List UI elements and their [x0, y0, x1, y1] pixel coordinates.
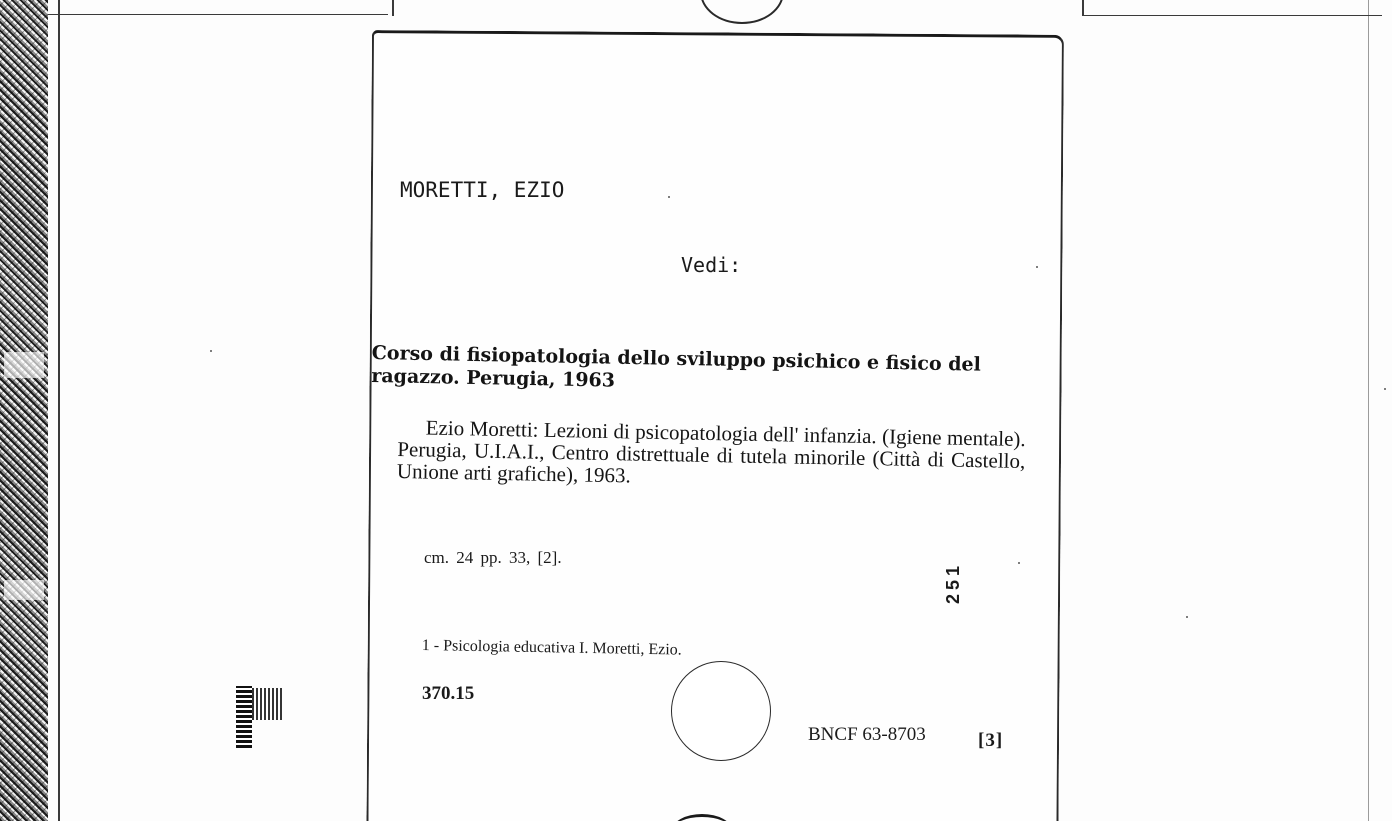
frame-line [1368, 0, 1369, 821]
scan-speck [1186, 616, 1188, 618]
frame-line [1082, 15, 1382, 16]
scan-speck [1018, 562, 1020, 564]
work-title: Corso di fisiopatologia dello sviluppo psichico e fisico del ragazzo. Perugia, 1963 [371, 342, 982, 392]
strip-mark [4, 580, 44, 600]
strip-mark [4, 352, 44, 378]
scan-speck [668, 196, 670, 198]
collation: cm. 24 pp. 33, [2]. [424, 548, 562, 567]
punch-hole-top [700, 0, 784, 24]
frame-line [48, 14, 388, 15]
scan-speck [1384, 388, 1386, 390]
subject-tracings: 1 - Psicologia educativa I. Moretti, Ezio. [421, 637, 682, 659]
scan-speck [1036, 266, 1038, 268]
bncf-number: BNCF 63-8703 [808, 724, 926, 745]
card-heading: MORETTI, EZIO [400, 178, 565, 202]
description-text: Ezio Moretti: Lezioni di psicopatologia dell' infanzia. (Igiene mentale). Perugia, U.I.A.I., Centro distrettuale di tutela minorile (Città di Castello, Unione arti grafiche), 1963. [396, 415, 1026, 488]
frame-line [1082, 0, 1084, 16]
stamp-number: 251 [943, 561, 963, 604]
frame-line [392, 0, 394, 16]
frame-line [58, 0, 60, 821]
classmark: 370.15 [422, 683, 475, 704]
bibliographic-description [397, 416, 1026, 494]
side-stamp-mark [236, 686, 252, 748]
card-sequence: [3] [978, 730, 1004, 751]
scan-speck [210, 350, 212, 352]
see-reference-label: Vedi: [681, 253, 742, 277]
side-stamp-mark [252, 688, 282, 720]
punch-hole [671, 661, 771, 761]
scanned-edge-strip [0, 0, 48, 821]
